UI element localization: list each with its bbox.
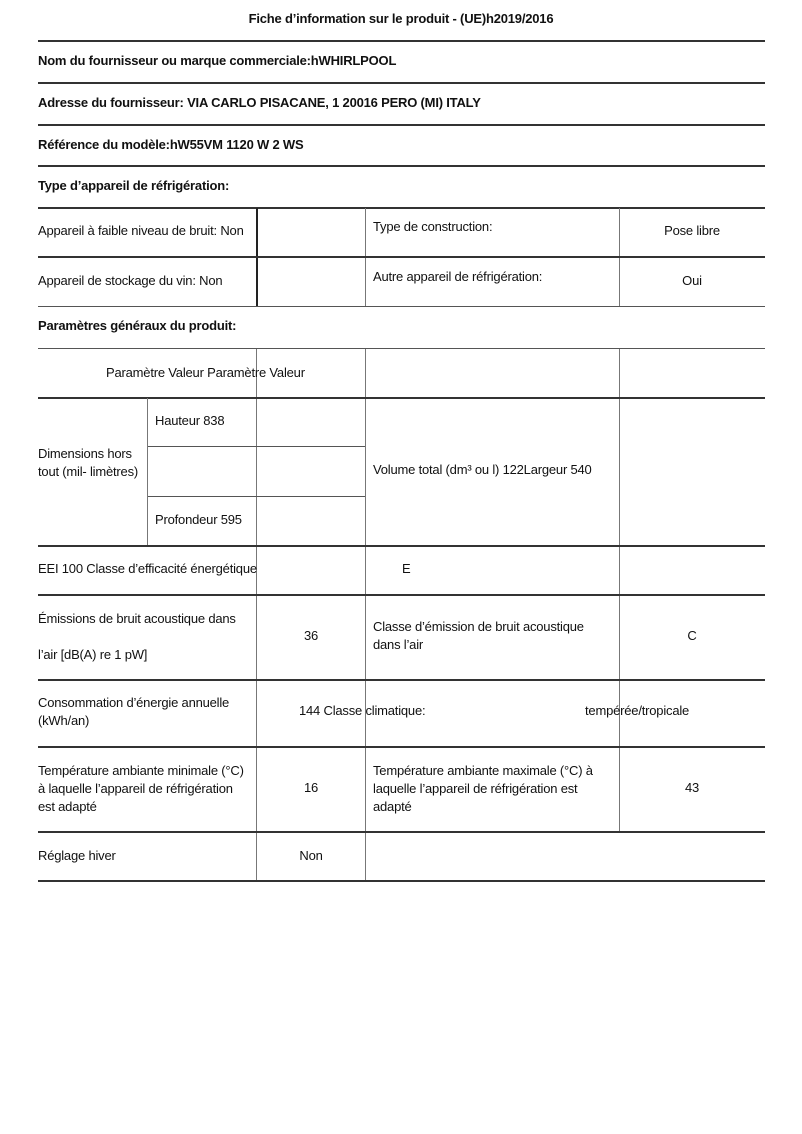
divider <box>38 165 765 167</box>
divider <box>148 496 365 497</box>
dimensions-label: Dimensions hors tout (mil- limètres) <box>38 446 139 479</box>
divider <box>38 348 765 349</box>
low-noise-field: Appareil à faible niveau de bruit: Non <box>38 223 244 238</box>
other-appliance-label: Autre appareil de réfrigération: <box>373 269 543 284</box>
general-params-heading: Paramètres généraux du produit: <box>38 318 237 333</box>
divider <box>148 446 365 447</box>
depth-value: Profondeur 595 <box>155 512 242 527</box>
noise-value: 36 <box>303 628 319 643</box>
divider <box>38 831 765 833</box>
construction-label: Type de construction: <box>373 219 493 234</box>
divider <box>38 256 765 258</box>
divider <box>38 746 765 748</box>
supplier-address: Adresse du fournisseur: VIA CARLO PISACANE, 1 20016 PERO (MI) ITALY <box>38 95 481 110</box>
divider <box>38 82 765 84</box>
column-divider <box>619 349 620 831</box>
noise-label: Émissions de bruit acoustique dans <box>38 611 236 626</box>
column-divider <box>147 398 148 545</box>
noise-label-line2: l’air [dB(A) re 1 pW] <box>38 647 148 662</box>
wine-storage-field: Appareil de stockage du vin: Non <box>38 273 223 288</box>
volume-width-value: Volume total (dm³ ou l) 122Largeur 540 <box>373 462 592 477</box>
divider <box>38 40 765 42</box>
other-appliance-value: Oui <box>682 273 702 288</box>
column-divider <box>365 349 366 881</box>
max-temp-label: Température ambiante maximale (°C) à laquelle l’appareil de réfrigération est adapté <box>373 763 593 814</box>
divider <box>38 306 765 307</box>
energy-consumption-label: Consommation d’énergie annuelle (kWh/an) <box>38 695 230 728</box>
divider <box>38 124 765 126</box>
document-title: Fiche d’information sur le produit - (UE)h2019/2016 <box>248 11 554 26</box>
energy-class-value: E <box>402 561 411 576</box>
params-header: Paramètre Valeur Paramètre Valeur <box>106 365 305 380</box>
max-temp-value: 43 <box>684 780 700 795</box>
winter-setting-label: Réglage hiver <box>38 848 116 863</box>
eei-field: EEI 100 Classe d’efficacité énergétique <box>38 561 257 576</box>
construction-value: Pose libre <box>664 223 720 238</box>
divider <box>38 594 765 596</box>
height-value: Hauteur 838 <box>155 413 225 428</box>
noise-class-label: Classe d’émission de bruit acoustique dans l’air <box>373 619 584 652</box>
divider <box>38 880 765 882</box>
model-reference: Référence du modèle:hW55VM 1120 W 2 WS <box>38 137 304 152</box>
noise-class-value: C <box>687 628 697 643</box>
column-divider <box>256 349 257 881</box>
min-temp-value: 16 <box>303 780 319 795</box>
energy-consumption-value: 144 Classe climatique: <box>299 703 426 718</box>
supplier-name: Nom du fournisseur ou marque commerciale:hWHIRLPOOL <box>38 53 397 68</box>
winter-setting-value: Non <box>299 848 323 863</box>
divider <box>38 207 765 209</box>
divider <box>38 679 765 681</box>
min-temp-label: Température ambiante minimale (°C) à laquelle l’appareil de réfrigération est adapté <box>38 763 244 814</box>
climate-class-value: tempérée/tropicale <box>585 703 690 718</box>
divider <box>38 545 765 547</box>
appliance-type-heading: Type d’appareil de réfrigération: <box>38 178 230 193</box>
